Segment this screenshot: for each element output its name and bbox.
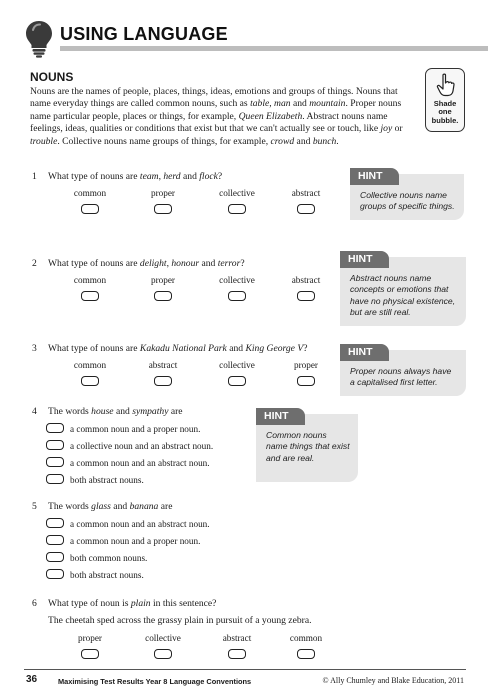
question-2: 2 What type of nouns are delight, honour and terror? [32, 258, 245, 269]
question-5: 5 The words glass and banana are [32, 501, 173, 512]
page-number: 36 [26, 674, 38, 685]
answer-bubble[interactable] [81, 204, 99, 214]
question-3: 3 What type of nouns are Kakadu National Park and King George V? [32, 343, 308, 354]
hint-text: Proper nouns always have a capitalised first letter. [350, 366, 452, 388]
hint-label: HINT [340, 251, 389, 268]
answer-option[interactable]: collective [209, 187, 265, 214]
intro-paragraph: Nouns are the names of people, places, things, ideas, emotions and groups of things. Nouns that name everyday things are called common nouns, such as table, man and mountain. Proper nouns name particular people, places or things, for example, Queen Elizabeth. Abstract nouns name feelings, ideas, qualities or conditions that exist but that we can't actually see or touch, like joy or trouble. Collective nouns name groups of things, for example, crowd and bunch. [30, 86, 403, 147]
answer-option[interactable]: abstract [278, 187, 334, 214]
answer-bubble[interactable] [46, 552, 64, 562]
answer-bubble[interactable] [81, 291, 99, 301]
answer-option[interactable]: abstract [135, 359, 191, 386]
answer-bubble[interactable] [297, 376, 315, 386]
question-6-sentence: The cheetah sped across the grassy plain in pursuit of a young zebra. [48, 615, 312, 626]
answer-option[interactable]: a common noun and a proper noun. [46, 535, 200, 547]
book-title: Maximising Test Results Year 8 Language Conventions [58, 677, 252, 686]
answer-bubble[interactable] [297, 204, 315, 214]
copyright-notice: © Ally Chumley and Blake Education, 2011 [322, 676, 464, 685]
title-underline [60, 46, 488, 51]
lightbulb-icon [24, 20, 54, 58]
answer-bubble[interactable] [46, 518, 64, 528]
hint-label: HINT [350, 168, 399, 185]
answer-bubble[interactable] [46, 474, 64, 484]
shade-note-line: one [438, 107, 452, 117]
hint-label: HINT [256, 408, 305, 425]
answer-option[interactable]: common [62, 187, 118, 214]
answer-bubble[interactable] [228, 376, 246, 386]
hint-label: HINT [340, 344, 389, 361]
page-title: USING LANGUAGE [60, 24, 228, 44]
answer-bubble[interactable] [154, 291, 172, 301]
answer-bubble[interactable] [297, 291, 315, 301]
answer-option[interactable]: proper [135, 187, 191, 214]
answer-bubble[interactable] [228, 291, 246, 301]
answer-option[interactable]: collective [209, 274, 265, 301]
answer-bubble[interactable] [297, 649, 315, 659]
hint-text: Collective nouns name groups of specific things. [360, 190, 455, 212]
answer-option[interactable]: collective [135, 632, 191, 659]
answer-option[interactable]: abstract [278, 274, 334, 301]
question-4: 4 The words house and sympathy are [32, 406, 183, 417]
answer-bubble[interactable] [154, 204, 172, 214]
answer-bubble[interactable] [154, 376, 172, 386]
shade-note-line: bubble. [431, 115, 459, 125]
answer-option[interactable]: collective [209, 359, 265, 386]
question-6: 6 What type of noun is plain in this sentence? [32, 598, 217, 609]
answer-bubble[interactable] [154, 649, 172, 659]
answer-option[interactable]: both abstract nouns. [46, 569, 144, 581]
pointing-hand-icon [435, 73, 457, 97]
answer-bubble[interactable] [46, 423, 64, 433]
section-title: NOUNS [30, 70, 74, 84]
answer-option[interactable]: a common noun and an abstract noun. [46, 518, 210, 530]
question-6-options [62, 632, 362, 662]
answer-option[interactable]: common [62, 359, 118, 386]
answer-option[interactable]: proper [135, 274, 191, 301]
answer-bubble[interactable] [46, 535, 64, 545]
question-1: 1 What type of nouns are team, herd and flock? [32, 171, 223, 182]
answer-option[interactable]: common [278, 632, 334, 659]
footer-divider [24, 669, 466, 670]
answer-bubble[interactable] [46, 569, 64, 579]
answer-option[interactable]: a common noun and a proper noun. [46, 423, 200, 435]
answer-bubble[interactable] [228, 204, 246, 214]
answer-bubble[interactable] [81, 649, 99, 659]
answer-option[interactable]: a collective noun and an abstract noun. [46, 440, 213, 452]
question-1-options [62, 187, 362, 217]
answer-option[interactable]: common [62, 274, 118, 301]
hint-box [340, 253, 466, 326]
question-3-options [62, 359, 362, 389]
hint-text: Common nouns name things that exist and are real. [266, 430, 350, 463]
answer-option[interactable]: a common noun and an abstract noun. [46, 457, 210, 469]
hint-box [340, 346, 466, 396]
hint-text: Abstract nouns name concepts or emotions that have no physical existence, but are still real. [350, 273, 456, 318]
answer-option[interactable]: both common nouns. [46, 552, 147, 564]
answer-bubble[interactable] [228, 649, 246, 659]
shade-note-line: Shade [433, 99, 457, 108]
shade-one-bubble-note [425, 68, 465, 132]
answer-option[interactable]: proper [278, 359, 334, 386]
answer-bubble[interactable] [81, 376, 99, 386]
answer-option[interactable]: abstract [209, 632, 265, 659]
answer-option[interactable]: proper [62, 632, 118, 659]
page-header [24, 20, 466, 60]
question-2-options [62, 274, 362, 304]
answer-option[interactable]: both abstract nouns. [46, 474, 144, 486]
hint-box [350, 170, 464, 220]
answer-bubble[interactable] [46, 440, 64, 450]
hint-box [256, 410, 358, 482]
answer-bubble[interactable] [46, 457, 64, 467]
